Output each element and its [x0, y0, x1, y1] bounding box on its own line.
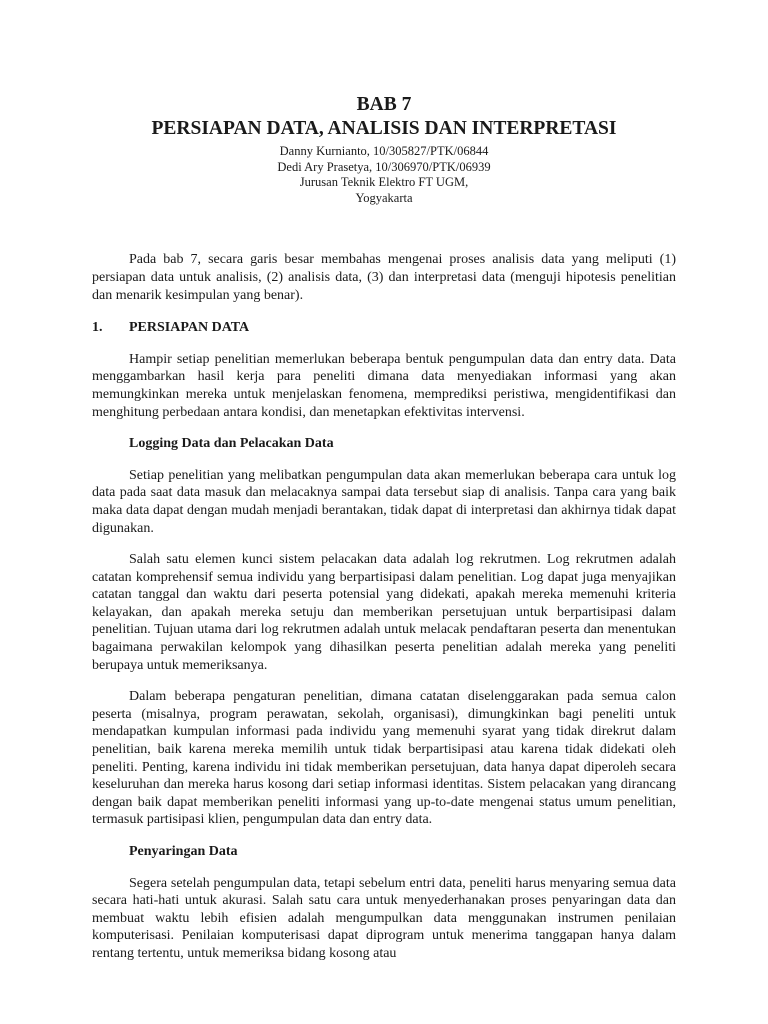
logging-paragraph-2: Salah satu elemen kunci sistem pelacakan data adalah log rekrutmen. Log rekrutmen adalah catatan komprehensif semua individu yang berpartisipasi dalam penelitian. Log dapat juga menyajikan catatan tanggal dan waktu dari peserta potensial yang didekati, apakah mereka memenuhi kriteria kelayakan, dan apakah mereka setuju dan memberikan persetujuan untuk berpartisipasi dalam penelitian. Tujuan utama dari log rekrutmen adalah untuk melacak pendaftaran peserta dan menentukan bagaimana perwakilan kelompok yang dihasilkan peserta penelitian adalah mereka yang peneliti berupaya untuk memeriksanya. [92, 552, 676, 673]
author-line-2: Dedi Ary Prasetya, 10/306970/PTK/06939 [277, 159, 491, 174]
affiliation-line: Jurusan Teknik Elektro FT UGM, [299, 175, 469, 190]
city-line: Yogyakarta [355, 190, 413, 205]
section-number: 1. [92, 320, 103, 336]
chapter-number: BAB 7 [356, 94, 412, 115]
document-page [92, 93, 676, 963]
author-block [92, 144, 676, 206]
author-line-1: Danny Kurnianto, 10/305827/PTK/06844 [279, 144, 489, 158]
subheading-logging-data: Logging Data dan Pelacakan Data [129, 436, 334, 452]
section1-paragraph: Hampir setiap penelitian memerlukan beberapa bentuk pengumpulan data dan entry data. Data menggambarkan hasil kerja para peneliti dimana data menyediakan informasi yang akan memungkinkan mereka untuk menjelaskan fenomena, memprediksi peristiwa, mengidentifikasi dan menghitung perbedaan antara kondisi, dan menetapkan efektivitas intervensi. [92, 351, 676, 420]
chapter-title: PERSIAPAN DATA, ANALISIS DAN INTERPRETASI [151, 118, 617, 139]
section-title: PERSIAPAN DATA [129, 320, 250, 336]
logging-paragraph-3: Dalam beberapa pengaturan penelitian, dimana catatan diselenggarakan pada semua calon peserta (misalnya, program perawatan, sekolah, organisasi), dimungkinkan bagi peneliti untuk mendapatkan kumpulan informasi pada individu yang memenuhi syarat yang tidak direkrut dalam penelitian, baik karena mereka memilih untuk tidak berpartisipasi atau karena tidak didekati oleh peneliti. Penting, karena individu ini tidak memberikan persetujuan, data hanya dapat diperoleh secara keseluruhan dan mereka harus kosong dari setiap informasi identitas. Sistem pelacakan yang dirancang dengan baik dapat memberikan peneliti informasi yang up-to-date mengenai status umum penelitian, termasuk partisipasi klien, pengumpulan data dan entry data. [92, 689, 676, 828]
subheading-penyaringan-data: Penyaringan Data [129, 844, 238, 859]
intro-paragraph: Pada bab 7, secara garis besar membahas mengenai proses analisis data yang meliputi (1) persiapan data untuk analisis, (2) analisis data, (3) dan interpretasi data (menguji hipotesis penelitian dan menarik kesimpulan yang benar). [92, 252, 676, 303]
section-heading-persiapan-data [92, 319, 676, 337]
screening-paragraph: Segera setelah pengumpulan data, tetapi sebelum entri data, peneliti harus menyaring semua data secara hati-hati untuk akurasi. Salah satu cara untuk menyederhanakan proses penyaringan data dan membuat waktu lebih efisien adalah mengumpulkan data menggunakan instrumen penilaian komputerisasi. Penilaian komputerisasi dapat diprogram untuk menerima tanggapan hanya dalam rentang tertentu, untuk memeriksa bidang kosong atau [92, 875, 676, 961]
logging-paragraph-1: Setiap penelitian yang melibatkan pengumpulan data akan memerlukan beberapa cara untuk log data pada saat data masuk dan melacaknya sampai data tersebut siap di analisis. Tanpa cara yang baik maka data dapat dengan mudah menjadi berantakan, tidak dapat di interpretasi dan akhirnya tidak dapat digunakan. [92, 467, 676, 536]
